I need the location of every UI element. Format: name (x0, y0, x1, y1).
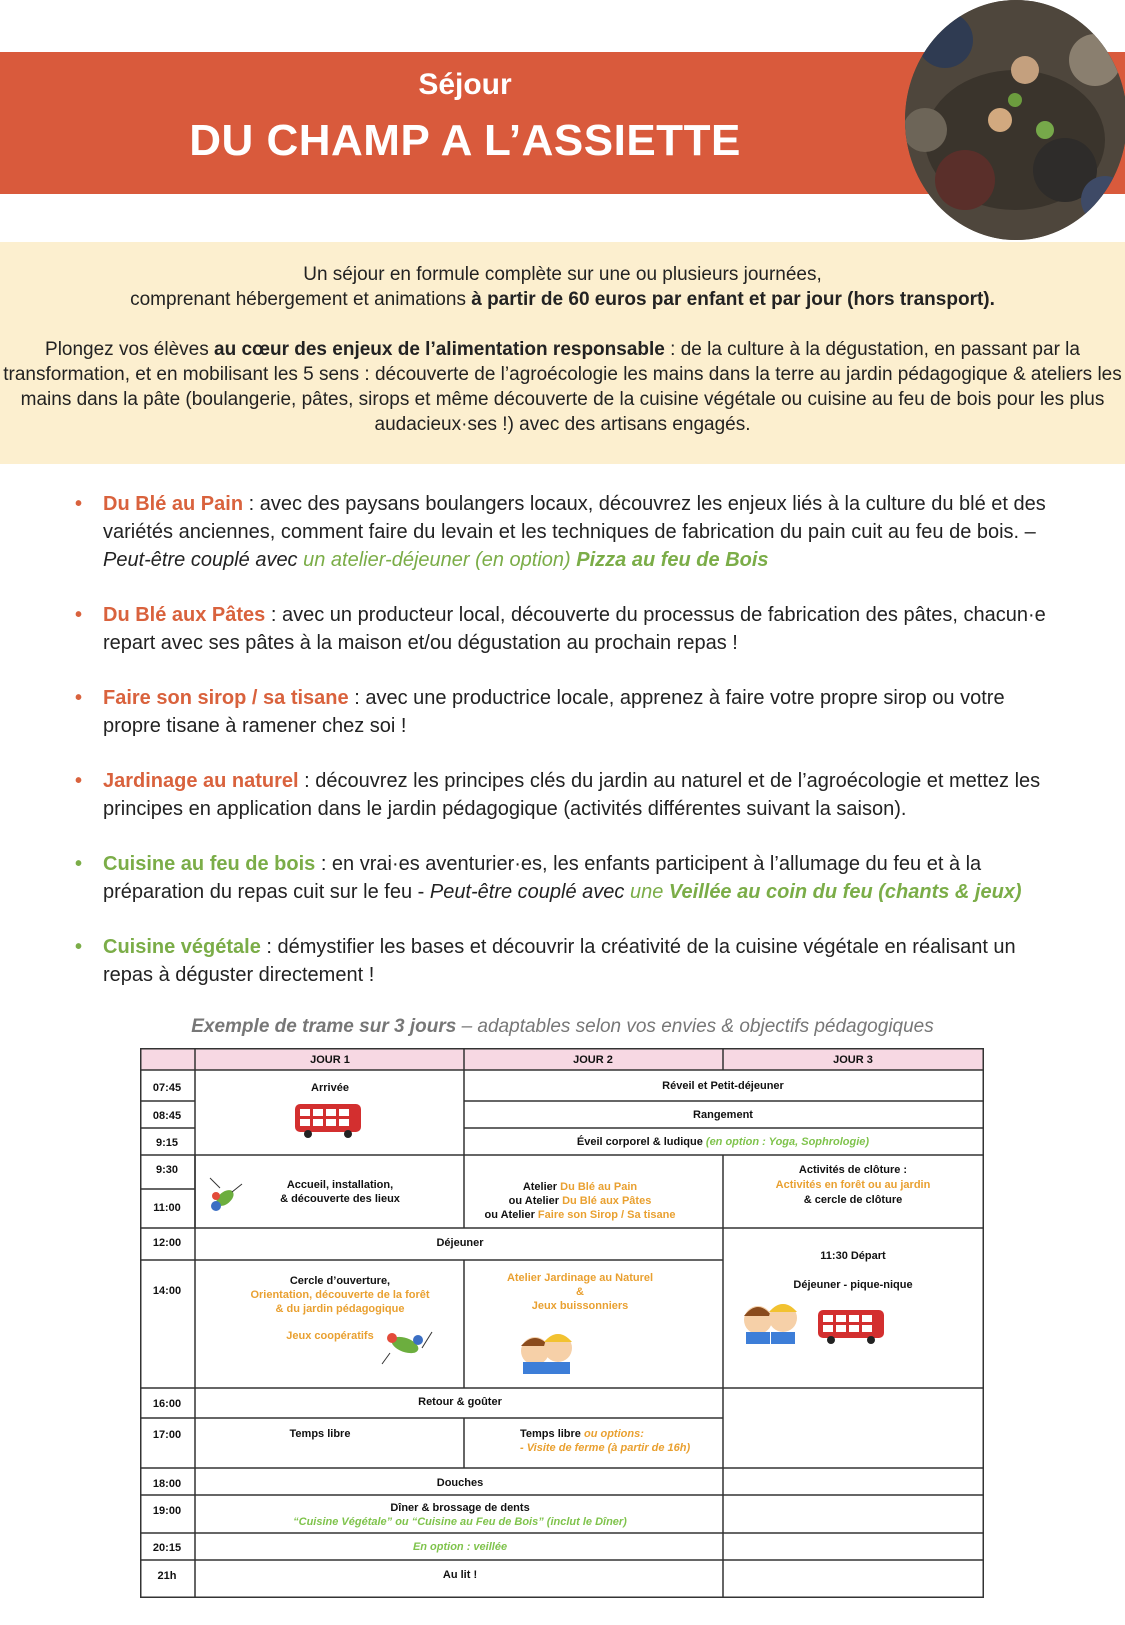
cloture-activity: Activités en forêt ou au jardin (775, 1179, 931, 1191)
intro-line-1: Un séjour en formule complète sur une ou plusieurs journées, (303, 264, 822, 285)
activity-title: Jardinage au naturel (103, 770, 299, 792)
intro-para2-rest: : de la culture à la dégustation, en passant par la transformation, et en mobilisant les 5 sens : découverte de l’agroécologie les mains dans la terre au jardin pédagogique & ateliers les mains dans la pâte (boulangerie, pâtes, sirops et même découverte de la cuisine végétale ou cuisine au feu de bois pour les plus audacieux·ses !) avec des artisans engagés. (3, 339, 1122, 435)
children-icon (521, 1334, 572, 1374)
activity-text: : en vrai·es aventurier·es, les enfants participent à l’allumage du feu et à la préparation du repas cuit sur le feu - (103, 853, 982, 903)
intro-para2-start: Plongez vos élèves (45, 339, 215, 360)
atelier-line: Atelier Du Blé au Pain (522, 1181, 638, 1193)
schedule-table (140, 1048, 984, 1598)
activity-title: Du Blé aux Pâtes (103, 604, 266, 626)
activity-title: Cuisine végétale (103, 936, 261, 958)
list-item (70, 767, 1060, 823)
cloture-label: Activités de clôture : (798, 1164, 908, 1176)
activity-note: Peut-être couplé avec (103, 549, 304, 571)
time-label: 14:00 (152, 1285, 182, 1297)
day-header: JOUR 1 (310, 1054, 350, 1066)
activity-list (70, 490, 1060, 1016)
cercle-label: & du jardin pédagogique (275, 1303, 405, 1315)
caption-rest: – adaptables selon vos envies & objectifs pédagogiques (456, 1016, 934, 1037)
jardinage-label: Atelier Jardinage au Naturel (506, 1272, 654, 1284)
reveil-label: Réveil et Petit-déjeuner (662, 1080, 784, 1092)
schedule-caption (0, 1016, 1125, 1038)
activity-text: : avec une productrice locale, apprenez à faire votre propre sirop ou votre propre tisane à ramener chez soi ! (103, 687, 1005, 737)
temps-libre-options: Temps libre ou options: (520, 1428, 644, 1440)
activity-text: : avec des paysans boulangers locaux, découvrez les enjeux liés à la culture du blé et des variétés anciennes, comment faire du levain et les techniques de fabrication du pain cuit au feu de bois. – (103, 493, 1046, 543)
activity-option: un atelier-déjeuner (en option) (303, 549, 577, 571)
header-subtitle: Séjour (418, 68, 512, 101)
bus-icon (818, 1310, 884, 1344)
cercle-label: Cercle d’ouverture, (289, 1275, 391, 1287)
list-item (70, 490, 1060, 574)
time-label: 21h (157, 1570, 177, 1582)
jardinage-label: Jeux buissonniers (531, 1300, 629, 1312)
activity-option-name: Pizza au feu de Bois (576, 549, 769, 571)
list-item (70, 850, 1060, 906)
time-label: 18:00 (152, 1478, 182, 1490)
bullet-icon: • (75, 770, 83, 792)
pique-nique-label: Déjeuner - pique-nique (793, 1279, 913, 1291)
caption-bold: Exemple de trame sur 3 jours (191, 1016, 457, 1037)
time-label: 17:00 (152, 1429, 182, 1441)
activity-text: : avec un producteur local, découverte du processus de fabrication des pâtes, chacun·e repart avec ses pâtes à la maison et/ou dégustation au prochain repas ! (103, 604, 1046, 654)
bug-icon (210, 1178, 242, 1211)
activity-option: une (629, 881, 669, 903)
bullet-icon: • (75, 853, 83, 875)
intro-para2-highlight: au cœur des enjeux de l’alimentation responsable (214, 339, 665, 360)
au-lit-label: Au lit ! (442, 1569, 478, 1581)
activity-text: : démystifier les bases et découvrir la créativité de la cuisine végétale en réalisant un repas à déguster directement ! (103, 936, 1016, 986)
eveil-label: Éveil corporel & ludique (en option : Yoga, Sophrologie) (576, 1136, 870, 1148)
jeux-coop-label: Jeux coopératifs (286, 1330, 374, 1342)
children-gardening-photo (905, 0, 1125, 240)
time-label: 19:00 (152, 1505, 182, 1517)
cuisine-option: “Cuisine Végétale” ou “Cuisine au Feu de Bois” (inclut le Dîner) (293, 1516, 627, 1528)
bus-icon (295, 1104, 361, 1138)
visite-label: - Visite de ferme (à partir de 16h) (520, 1442, 691, 1454)
jardinage-label: & (576, 1286, 584, 1298)
intro-box (0, 242, 1125, 464)
atelier-line: ou Atelier Faire son Sirop / Sa tisane (484, 1209, 676, 1221)
activity-option-name: Veillée au coin du feu (chants & jeux) (668, 881, 1022, 903)
arrivee-label: Arrivée (311, 1082, 349, 1094)
time-label: 20:15 (152, 1542, 182, 1554)
activity-title: Faire son sirop / sa tisane (103, 687, 349, 709)
bullet-icon: • (75, 687, 83, 709)
header-title: DU CHAMP A L’ASSIETTE (189, 116, 741, 165)
time-label: 11:00 (153, 1202, 181, 1214)
retour-label: Retour & goûter (418, 1396, 502, 1408)
accueil-label: & découverte des lieux (280, 1193, 400, 1205)
time-label: 16:00 (152, 1398, 182, 1410)
intro-paragraph-2 (0, 312, 1125, 437)
day-header: JOUR 3 (833, 1054, 873, 1066)
accueil-label: Accueil, installation, (286, 1179, 394, 1191)
atelier-line: ou Atelier Du Blé aux Pâtes (508, 1195, 652, 1207)
intro-line-2: comprenant hébergement et animations (130, 289, 472, 310)
time-label: 9:15 (155, 1137, 179, 1149)
depart-label: 11:30 Départ (820, 1250, 886, 1262)
list-item (70, 684, 1060, 740)
temps-libre-label: Temps libre (289, 1428, 351, 1440)
activity-text: : découvrez les principes clés du jardin au naturel et de l’agroécologie et mettez les principes en application dans le jardin pédagogique (activités différentes suivant la saison). (103, 770, 1041, 820)
time-label: 12:00 (152, 1237, 182, 1249)
intro-price: à partir de 60 euros par enfant et par jour (hors transport). (471, 289, 995, 310)
children-icon (744, 1304, 797, 1344)
douches-label: Douches (436, 1477, 484, 1489)
activity-title: Du Blé au Pain (103, 493, 244, 515)
activity-title: Cuisine au feu de bois (103, 853, 316, 875)
time-label: 9:30 (155, 1164, 179, 1176)
veillee-option: En option : veillée (412, 1541, 508, 1553)
rangement-label: Rangement (693, 1109, 753, 1121)
intro-paragraph-1 (0, 242, 1125, 312)
list-item (70, 933, 1060, 989)
bug-icon (382, 1332, 432, 1364)
time-label: 07:45 (152, 1082, 182, 1094)
bullet-icon: • (75, 936, 83, 958)
list-item (70, 601, 1060, 657)
cloture-label: & cercle de clôture (803, 1194, 903, 1206)
cercle-label: Orientation, découverte de la forêt (250, 1289, 430, 1301)
bullet-icon: • (75, 493, 83, 515)
time-label: 08:45 (152, 1110, 182, 1122)
day-header: JOUR 2 (573, 1054, 613, 1066)
dejeuner-label: Déjeuner (436, 1237, 484, 1249)
diner-label: Dîner & brossage de dents (390, 1502, 530, 1514)
bullet-icon: • (75, 604, 83, 626)
activity-note: Peut-être couplé avec (429, 881, 630, 903)
